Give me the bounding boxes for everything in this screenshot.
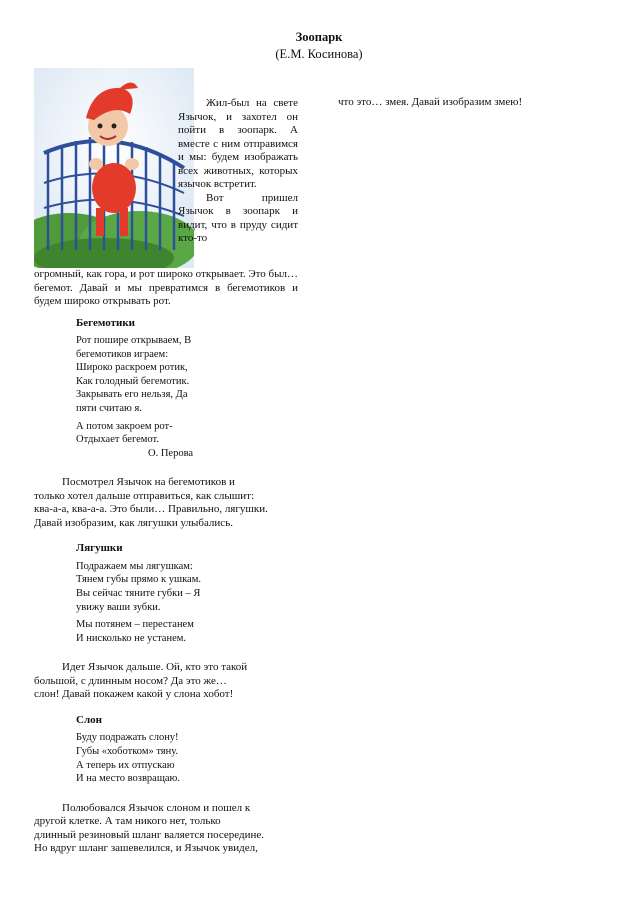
intro-text	[178, 97, 298, 246]
section-heading-elephant: Слон	[76, 713, 102, 726]
section-heading-frogs: Лягушки	[76, 542, 123, 555]
intro-paragraph-1: Жил-был на свете Язычок, и захотел он пойти в зоопарк. А вместе с ним отправимся и мы: будем изображать всех животных, которых язычок встретит.	[178, 97, 298, 190]
poem-line: Рот пошире открываем, В	[76, 335, 192, 346]
text-line: Полюбовался Язычок слоном и пошел к	[62, 801, 251, 814]
poem-line: бегемотиков играем:	[76, 348, 169, 360]
poem-line: Подражаем мы лягушкам:	[76, 560, 193, 572]
poem-block-hippos	[76, 317, 298, 461]
text-line: Но вдруг шланг зашевелился, и Язычок увидел,	[34, 842, 258, 855]
text-line: длинный резиновый шланг валяется посередине.	[34, 828, 265, 841]
left-column	[34, 268, 298, 856]
text-line: Давай изобразим, как лягушки улыбались.	[34, 516, 233, 529]
text-line: слон! Давай покажем какой у слона хобот!	[34, 688, 234, 701]
poem-hippos	[76, 334, 298, 460]
poem-line: Вы сейчас тяните губки – Я	[76, 588, 201, 600]
poem-elephant	[76, 731, 298, 785]
paragraph-frogs-intro	[34, 476, 298, 530]
text-line: большой, с длинным носом? Да это же…	[34, 674, 227, 687]
poem-frogs	[76, 560, 298, 646]
section-heading-hippos: Бегемотики	[76, 316, 136, 329]
intro-paragraph-2-start: Вот пришел Язычок в зоопарк и видит, что в пруду сидит кто-то	[178, 191, 298, 244]
poem-block-frogs	[76, 542, 298, 645]
right-column	[338, 96, 598, 110]
poem-line: И нисколько не устанем.	[76, 632, 186, 644]
text-line: ква-а-а, ква-а-а. Это были… Правильно, лягушки.	[34, 503, 268, 516]
poem-line: Тянем губы прямо к ушкам.	[76, 574, 201, 586]
paragraph-snake-intro	[34, 802, 298, 856]
poem-line: Мы потянем – перестанем	[76, 619, 194, 631]
text-line: другой клетке. А там никого нет, только	[34, 815, 221, 828]
poem-line: Закрывать его нельзя, Да	[76, 389, 188, 401]
poem-line: И на место возвращаю.	[76, 773, 181, 785]
right-column-text: что это… змея. Давай изобразим змею!	[338, 96, 523, 108]
poem-line: Буду подражать слону!	[76, 732, 179, 744]
text-line: Идет Язычок дальше. Ой, кто это такой	[62, 661, 248, 674]
language-character-illustration	[34, 68, 194, 268]
poem-line: Широко раскроем ротик,	[76, 362, 188, 374]
poem-line: А теперь их отпускаю	[76, 759, 175, 771]
text-line: Посмотрел Язычок на бегемотиков и	[62, 476, 235, 489]
paragraph-elephant-intro	[34, 661, 298, 702]
poem-line: Как голодный бегемотик.	[76, 375, 190, 387]
poem-line: Отдыхает бегемот.	[76, 434, 159, 446]
page-author: (Е.М. Косинова)	[275, 47, 363, 61]
intro-paragraph-2-end: огромный, как гора, и рот широко открывает. Это был… бегемот. Давай и мы превратимся в бегемотиков и будем широко открывать рот.	[34, 268, 298, 307]
poem-attribution: О. Перова	[148, 447, 194, 459]
text-line: только хотел дальше отправиться, как слышит:	[34, 489, 255, 502]
poem-line: пяти считаю я.	[76, 402, 142, 414]
poem-line: Губы «хоботком» тяну.	[76, 746, 179, 757]
poem-block-elephant	[76, 714, 298, 786]
poem-line: А потом закроем рот-	[76, 420, 173, 432]
poem-line: увижу ваши зубки.	[76, 601, 161, 613]
page-title: Зоопарк	[295, 30, 343, 44]
